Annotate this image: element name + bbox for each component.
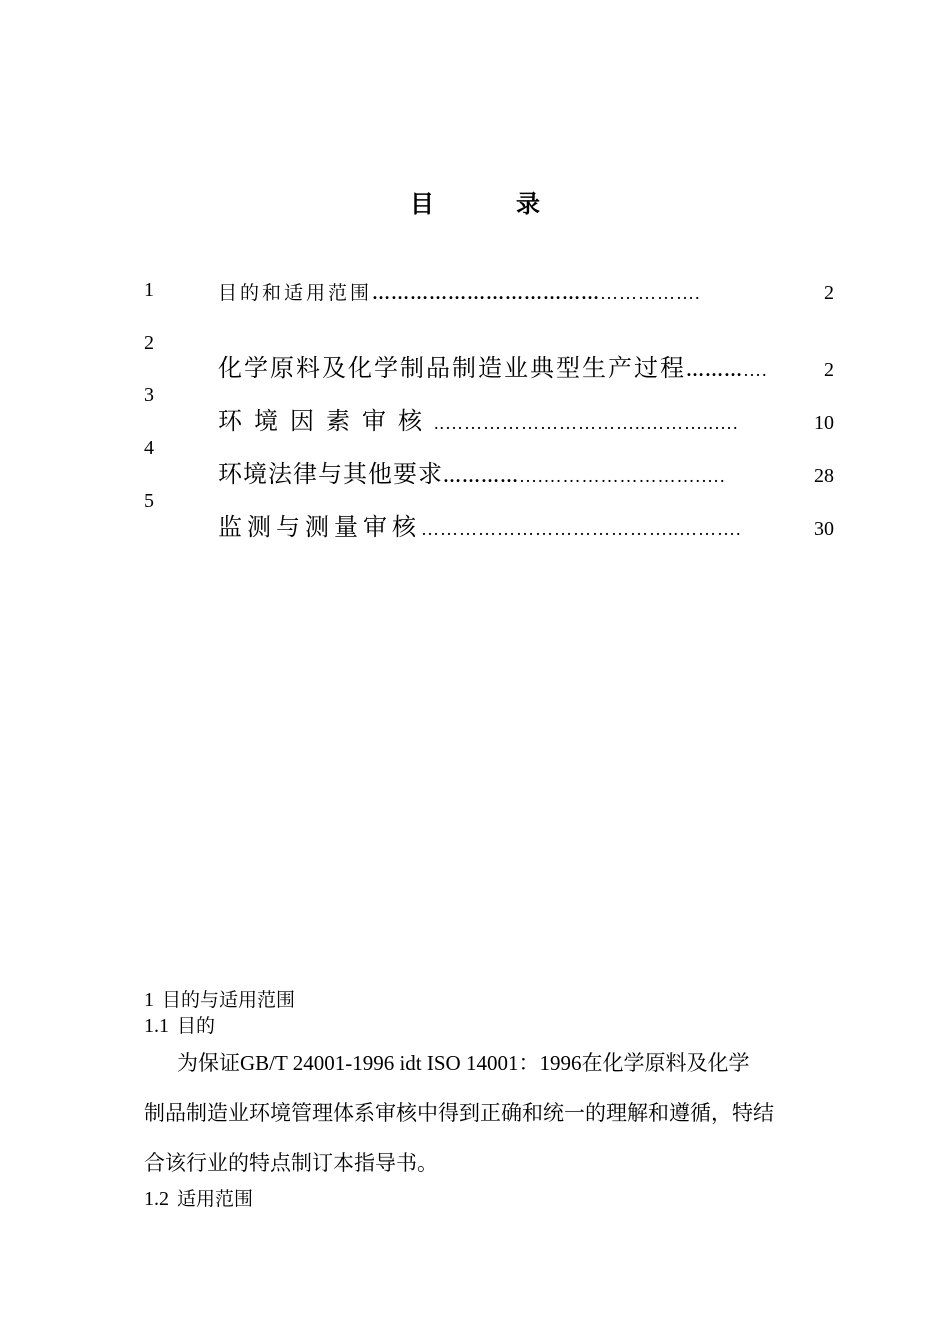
subsection-heading [144, 1184, 253, 1211]
paragraph-line: 制品制造业环境管理体系审核中得到正确和统一的理解和遵循，特结 [144, 1101, 774, 1125]
subsection-number: 1.2 [144, 1188, 169, 1210]
toc-entry-label: 目的和适用范围 [218, 282, 373, 304]
toc-leader-dots: ……………. [600, 283, 701, 303]
toc-entry-page: 30 [814, 518, 834, 540]
toc-entry[interactable] [218, 401, 834, 436]
toc-entry-page: 2 [824, 282, 834, 304]
subsection-title: 目的 [177, 1015, 216, 1037]
toc-leader-dots: …………………………………..………. [421, 519, 742, 539]
toc-entry[interactable] [218, 278, 834, 305]
toc-entry-number: 1 [144, 279, 154, 301]
toc-leader [421, 515, 814, 542]
toc-leader [443, 462, 814, 489]
toc-entry[interactable] [218, 454, 834, 489]
toc-entry-number: 3 [144, 384, 154, 406]
standard-reference: GB/T 24001-1996 idt ISO 14001：1996 [240, 1051, 582, 1075]
paragraph-line: 合该行业的特点制订本指导书。 [144, 1151, 438, 1175]
toc-leader [434, 409, 814, 436]
toc-title-char-2: 录 [516, 190, 540, 218]
paragraph-text: 为保证 [177, 1051, 240, 1075]
toc-entry-page: 28 [814, 465, 834, 487]
toc-entry[interactable] [218, 348, 834, 383]
subsection-heading [144, 1011, 215, 1038]
toc-bold-leader: ………… [443, 466, 519, 486]
toc-entry-label: 环境法律与其他要求 [218, 460, 443, 488]
toc-entry-page: 2 [824, 359, 834, 381]
toc-entry-page: 10 [814, 412, 834, 434]
subsection-title: 适用范围 [177, 1188, 254, 1210]
toc-entry-number: 2 [144, 332, 154, 354]
section-title: 目的与适用范围 [162, 989, 296, 1011]
toc-entry-number: 5 [144, 490, 154, 512]
toc-leader-dots: ….…………………….…. [519, 466, 726, 486]
toc-leader-dots: …. [743, 360, 768, 380]
toc-leader-dots: ..…………………………..………..…. [434, 413, 739, 433]
toc-leader [686, 356, 824, 383]
toc-bold-leader: ……………………………… [372, 283, 601, 303]
toc-title-char-1: 目 [410, 190, 434, 218]
paragraph-line [177, 1047, 827, 1077]
toc-entry-number: 4 [144, 437, 154, 459]
section-heading [144, 985, 295, 1012]
section-number: 1 [144, 989, 154, 1011]
toc-entry[interactable] [218, 507, 834, 542]
toc-entry-label: 监测与测量审核 [218, 513, 421, 541]
toc-entry-label: 化学原料及化学制品制造业典型生产过程 [218, 354, 686, 382]
toc-bold-leader: ……… [686, 360, 743, 380]
toc-entry-label: 环境因素审核 [218, 407, 434, 435]
toc-leader [372, 283, 824, 305]
subsection-number: 1.1 [144, 1015, 169, 1037]
paragraph-text: 在化学原料及化学 [581, 1051, 750, 1075]
